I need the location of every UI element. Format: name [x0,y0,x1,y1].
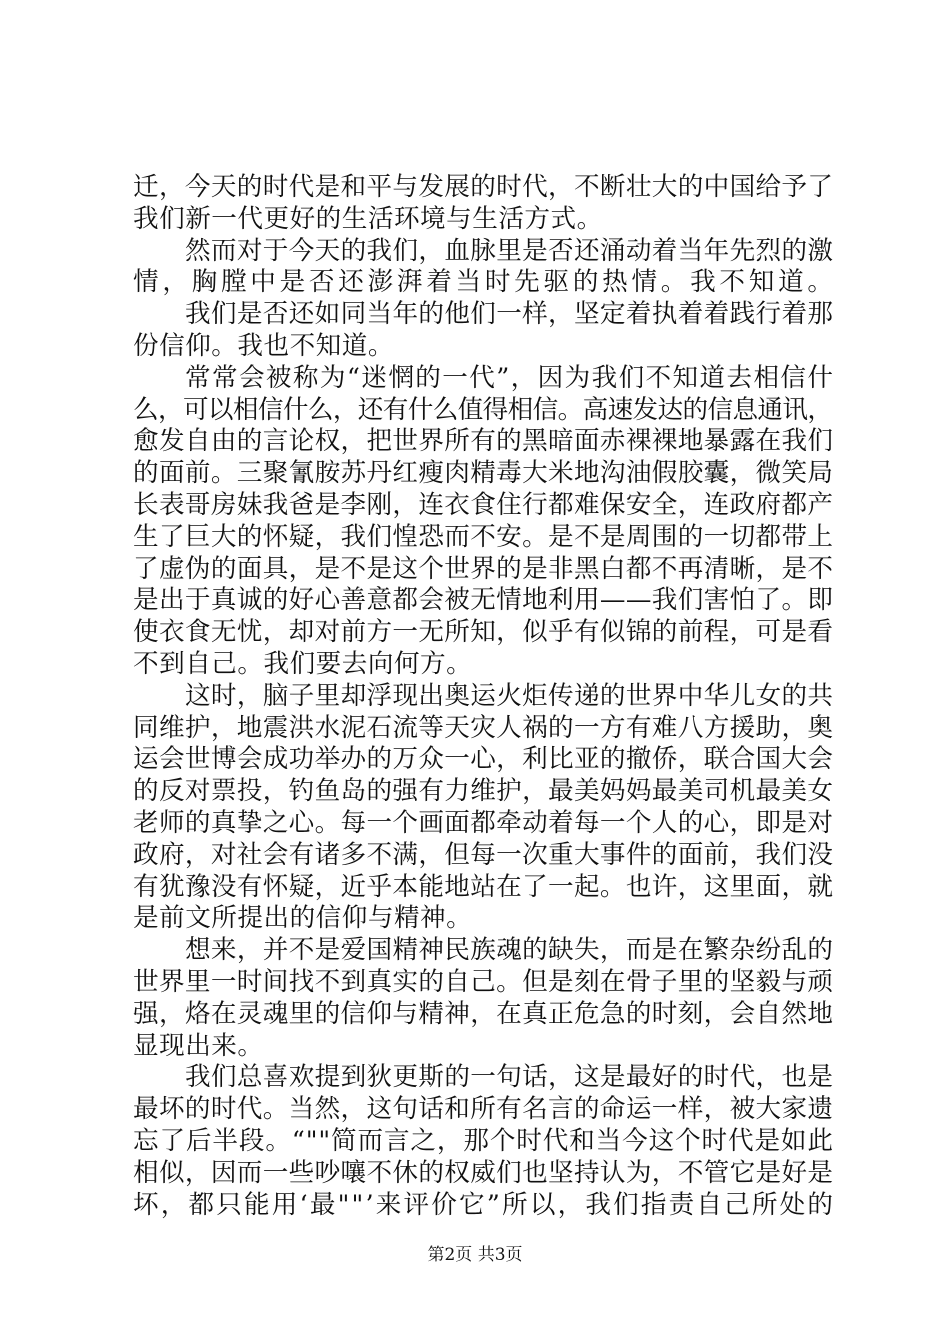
text-line: 生了巨大的怀疑，我们惶恐而不安。是不是周围的一切都带上 [133,521,834,552]
text-line: 了虚伪的面具，是不是这个世界的是非黑白都不再清晰，是不 [133,553,834,584]
text-line: 最坏的时代。当然，这句话和所有名言的命运一样，被大家遗 [133,1094,834,1125]
text-line: 有犹豫没有怀疑，近乎本能地站在了一起。也许，这里面，就 [133,871,834,902]
text-line: 迁，今天的时代是和平与发展的时代，不断壮大的中国给予了 [133,172,834,202]
text-line: 我们是否还如同当年的他们一样，坚定着执着着践行着那 [185,299,834,330]
text-line: 强，烙在灵魂里的信仰与精神，在真正危急的时刻，会自然地 [133,998,834,1029]
text-line: 坏，都只能用‘最""’来评价它”所以，我们指责自己所处的 [133,1189,836,1220]
text-line: 运会世博会成功举办的万众一心，利比亚的撤侨，联合国大会 [133,744,834,775]
text-line: 是前文所提出的信仰与精神。 [133,903,473,934]
text-line: 情，胸膛中是否还澎湃着当时先驱的热情。我不知道。 [133,267,837,298]
text-line: 这时，脑子里却浮现出奥运火炬传递的世界中华儿女的共 [185,680,834,711]
text-line: 的面前。三聚氰胺苏丹红瘦肉精毒大米地沟油假胶囊，微笑局 [133,458,834,489]
body-text [133,172,837,1221]
text-line: 使衣食无忧，却对前方一无所知，似乎有似锦的前程，可是看 [133,617,834,648]
text-line: 么，可以相信什么，还有什么值得相信。高速发达的信息通讯， [133,394,833,425]
text-line: 同维护，地震洪水泥石流等天灾人祸的一方有难八方援助，奥 [133,712,834,743]
text-line: 忘了后半段。“""简而言之，那个时代和当今这个时代是如此 [133,1125,834,1156]
text-line: 常常会被称为“迷惘的一代”，因为我们不知道去相信什 [185,362,835,393]
text-line: 然而对于今天的我们，血脉里是否还涌动着当年先烈的激 [185,235,834,266]
text-line: 我们新一代更好的生活环境与生活方式。 [133,203,603,234]
text-line: 老师的真挚之心。每一个画面都牵动着每一个人的心，即是对 [133,807,834,838]
text-line: 我们总喜欢提到狄更斯的一句话，这是最好的时代，也是 [185,1062,834,1093]
text-line: 显现出来。 [133,1030,264,1061]
text-line: 愈发自由的言论权，把世界所有的黑暗面赤裸裸地暴露在我们 [133,426,834,457]
text-line: 世界里一时间找不到真实的自己。但是刻在骨子里的坚毅与顽 [133,966,834,997]
text-line: 是出于真诚的好心善意都会被无情地利用——我们害怕了。即 [133,585,834,616]
text-line: 长表哥房妹我爸是李刚，连衣食住行都难保安全，连政府都产 [133,489,834,520]
text-line: 政府，对社会有诸多不满，但每一次重大事件的面前，我们没 [133,839,834,870]
text-line: 的反对票投，钓鱼岛的强有力维护，最美妈妈最美司机最美女 [133,776,834,807]
text-line: 相似，因而一些吵嚷不休的权威们也坚持认为，不管它是好是 [133,1157,834,1188]
page-footer: 第2页 共3页 [427,1245,523,1265]
text-line: 想来，并不是爱国精神民族魂的缺失，而是在繁杂纷乱的 [185,935,834,966]
text-line: 份信仰。我也不知道。 [133,330,394,361]
text-line: 不到自己。我们要去向何方。 [133,648,473,679]
